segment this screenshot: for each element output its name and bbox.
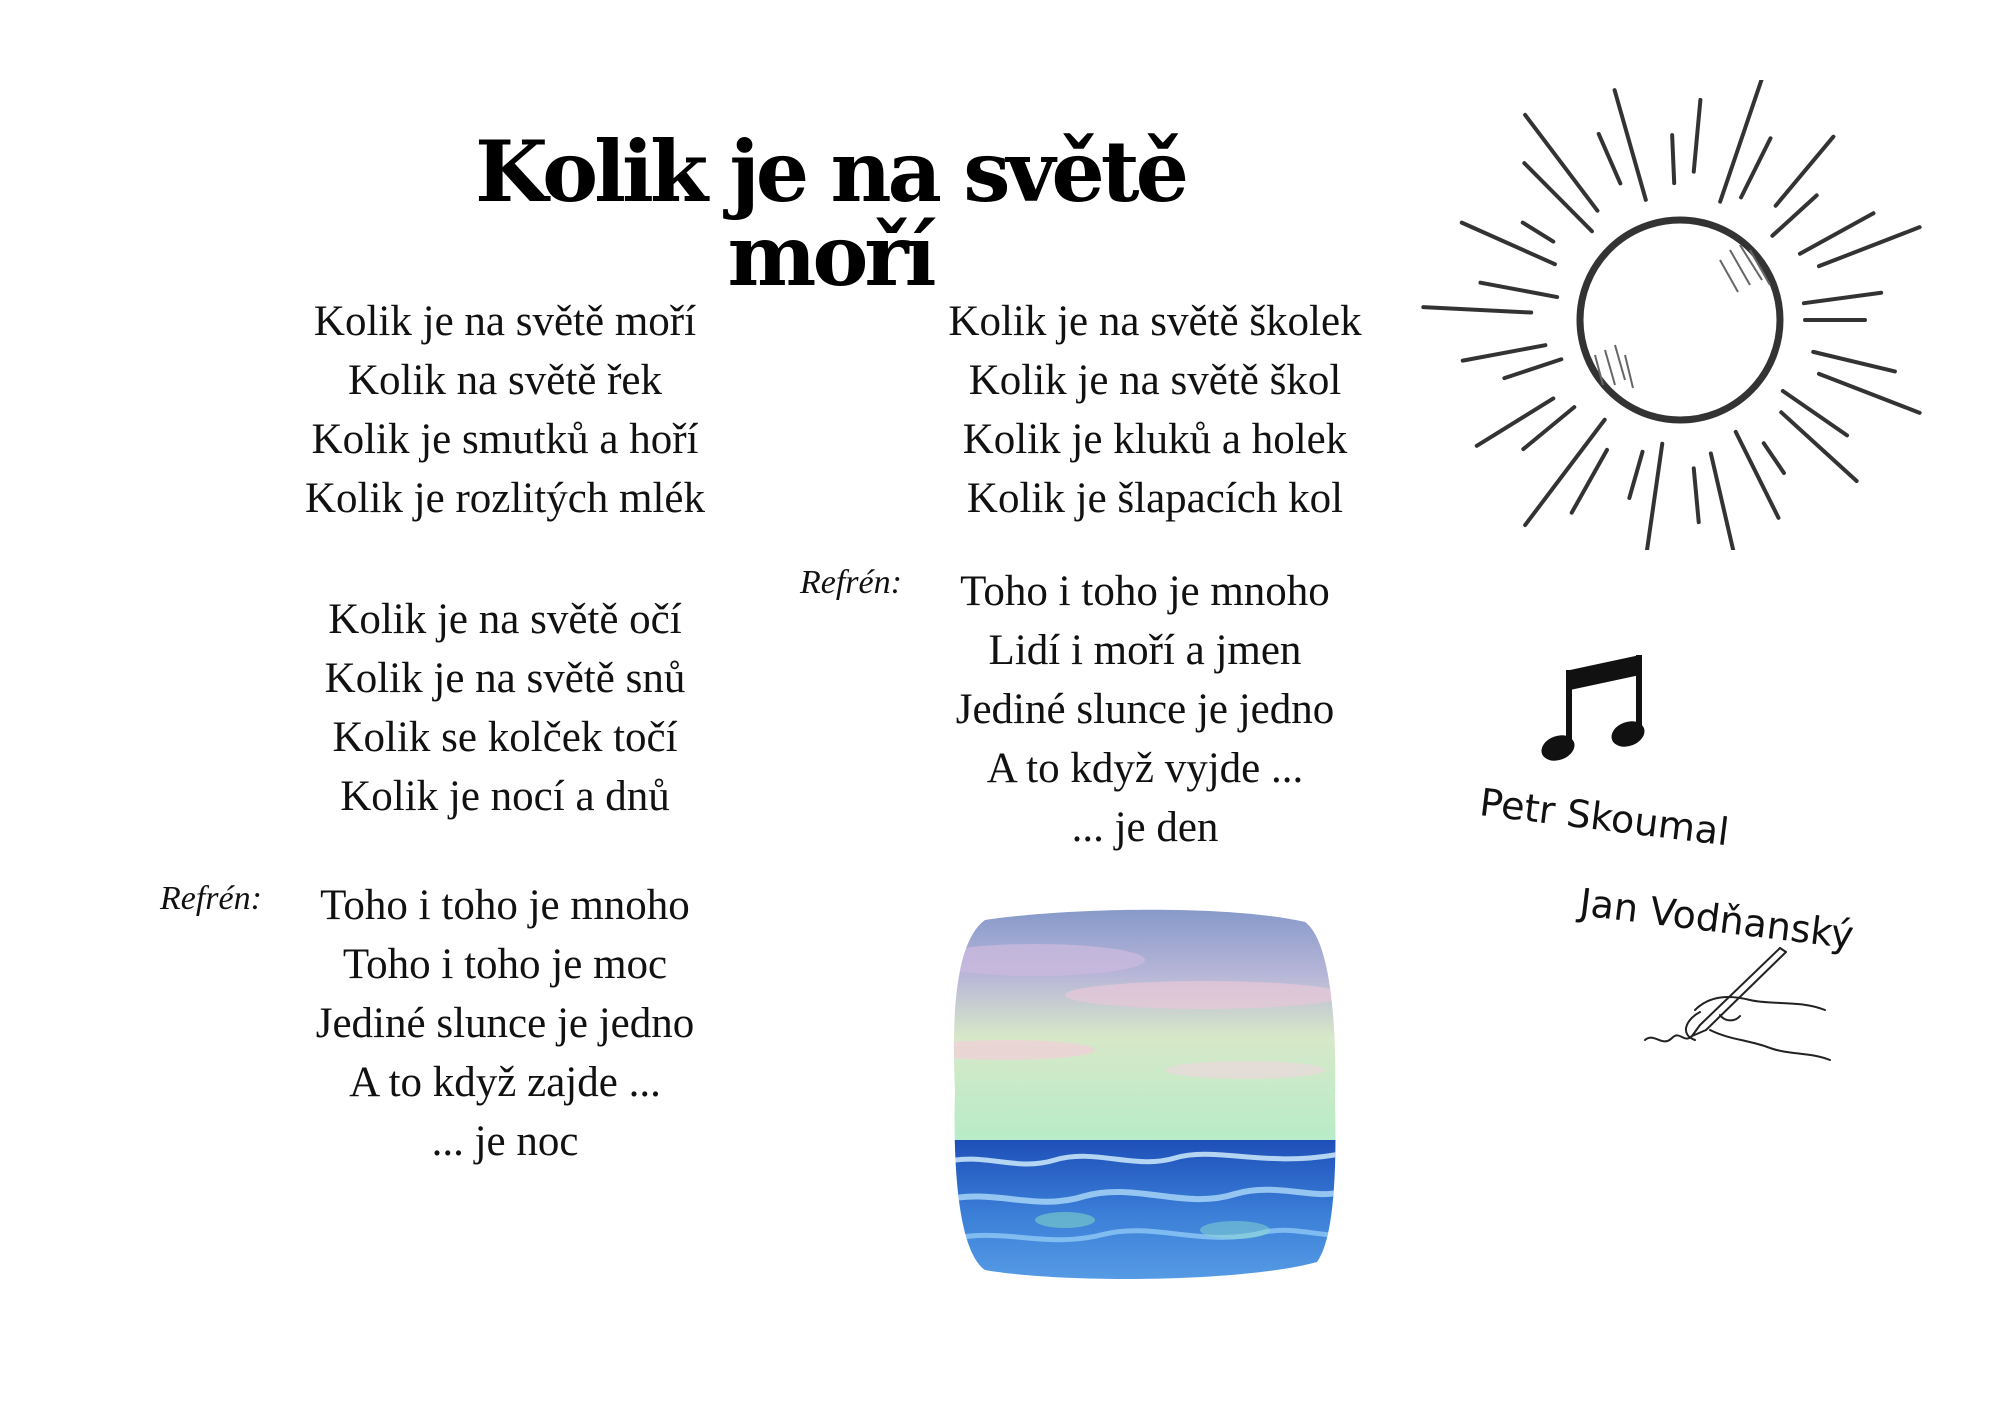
lyric-line: Toho i toho je mnoho [320, 882, 690, 929]
lyric-line: Jediné slunce je jedno [315, 1000, 695, 1047]
sea-painting [945, 900, 1340, 1285]
lyric-line: A to když vyjde ... [986, 745, 1304, 792]
lyric-line: Kolik je na světě škol [968, 357, 1342, 404]
refren-label-right: Refrén: [800, 564, 902, 601]
lyric-line: Kolik je na světě školek [948, 298, 1362, 345]
refren-label-left: Refrén: [160, 880, 262, 917]
music-notes-icon [1540, 650, 1660, 770]
writing-hand-icon [1640, 940, 1840, 1070]
lyric-line: Kolik se kolček točí [332, 714, 678, 761]
lyric-line: Lidí i moří a jmen [988, 627, 1302, 674]
lyric-line: Kolik je šlapacích kol [966, 475, 1344, 522]
lyric-line: Toho i toho je moc [342, 941, 668, 988]
lyric-line: Jediné slunce je jedno [955, 686, 1335, 733]
lyric-line: Kolik je rozlitých mlék [304, 475, 706, 522]
song-title: Kolik je na světě moří [474, 122, 1186, 305]
composer-name: Petr Skoumal [1477, 780, 1732, 855]
lyricist-name: Jan Vodňanský [1577, 880, 1857, 958]
right-refren [880, 562, 1410, 857]
lyric-line: Kolik je na světě očí [328, 596, 682, 643]
lyric-line: A to když zajde ... [349, 1059, 661, 1106]
lyric-line: Kolik je na světě snů [324, 655, 686, 702]
lyric-line: Kolik je nocí a dnů [340, 773, 670, 820]
right-stanza-1 [890, 292, 1420, 528]
lyric-line: ... je noc [431, 1118, 579, 1165]
lyric-line: Kolik je na světě moří [313, 298, 697, 345]
lyric-line: Kolik je smutků a hoří [311, 416, 699, 463]
lyric-line: ... je den [1071, 804, 1219, 851]
left-refren [240, 876, 770, 1171]
lyric-line: Toho i toho je mnoho [960, 568, 1330, 615]
sun-icon [1420, 80, 1940, 550]
left-stanza-1 [240, 292, 770, 528]
lyric-line: Kolik na světě řek [347, 357, 663, 404]
lyric-line: Kolik je kluků a holek [962, 416, 1348, 463]
left-stanza-2 [240, 590, 770, 826]
